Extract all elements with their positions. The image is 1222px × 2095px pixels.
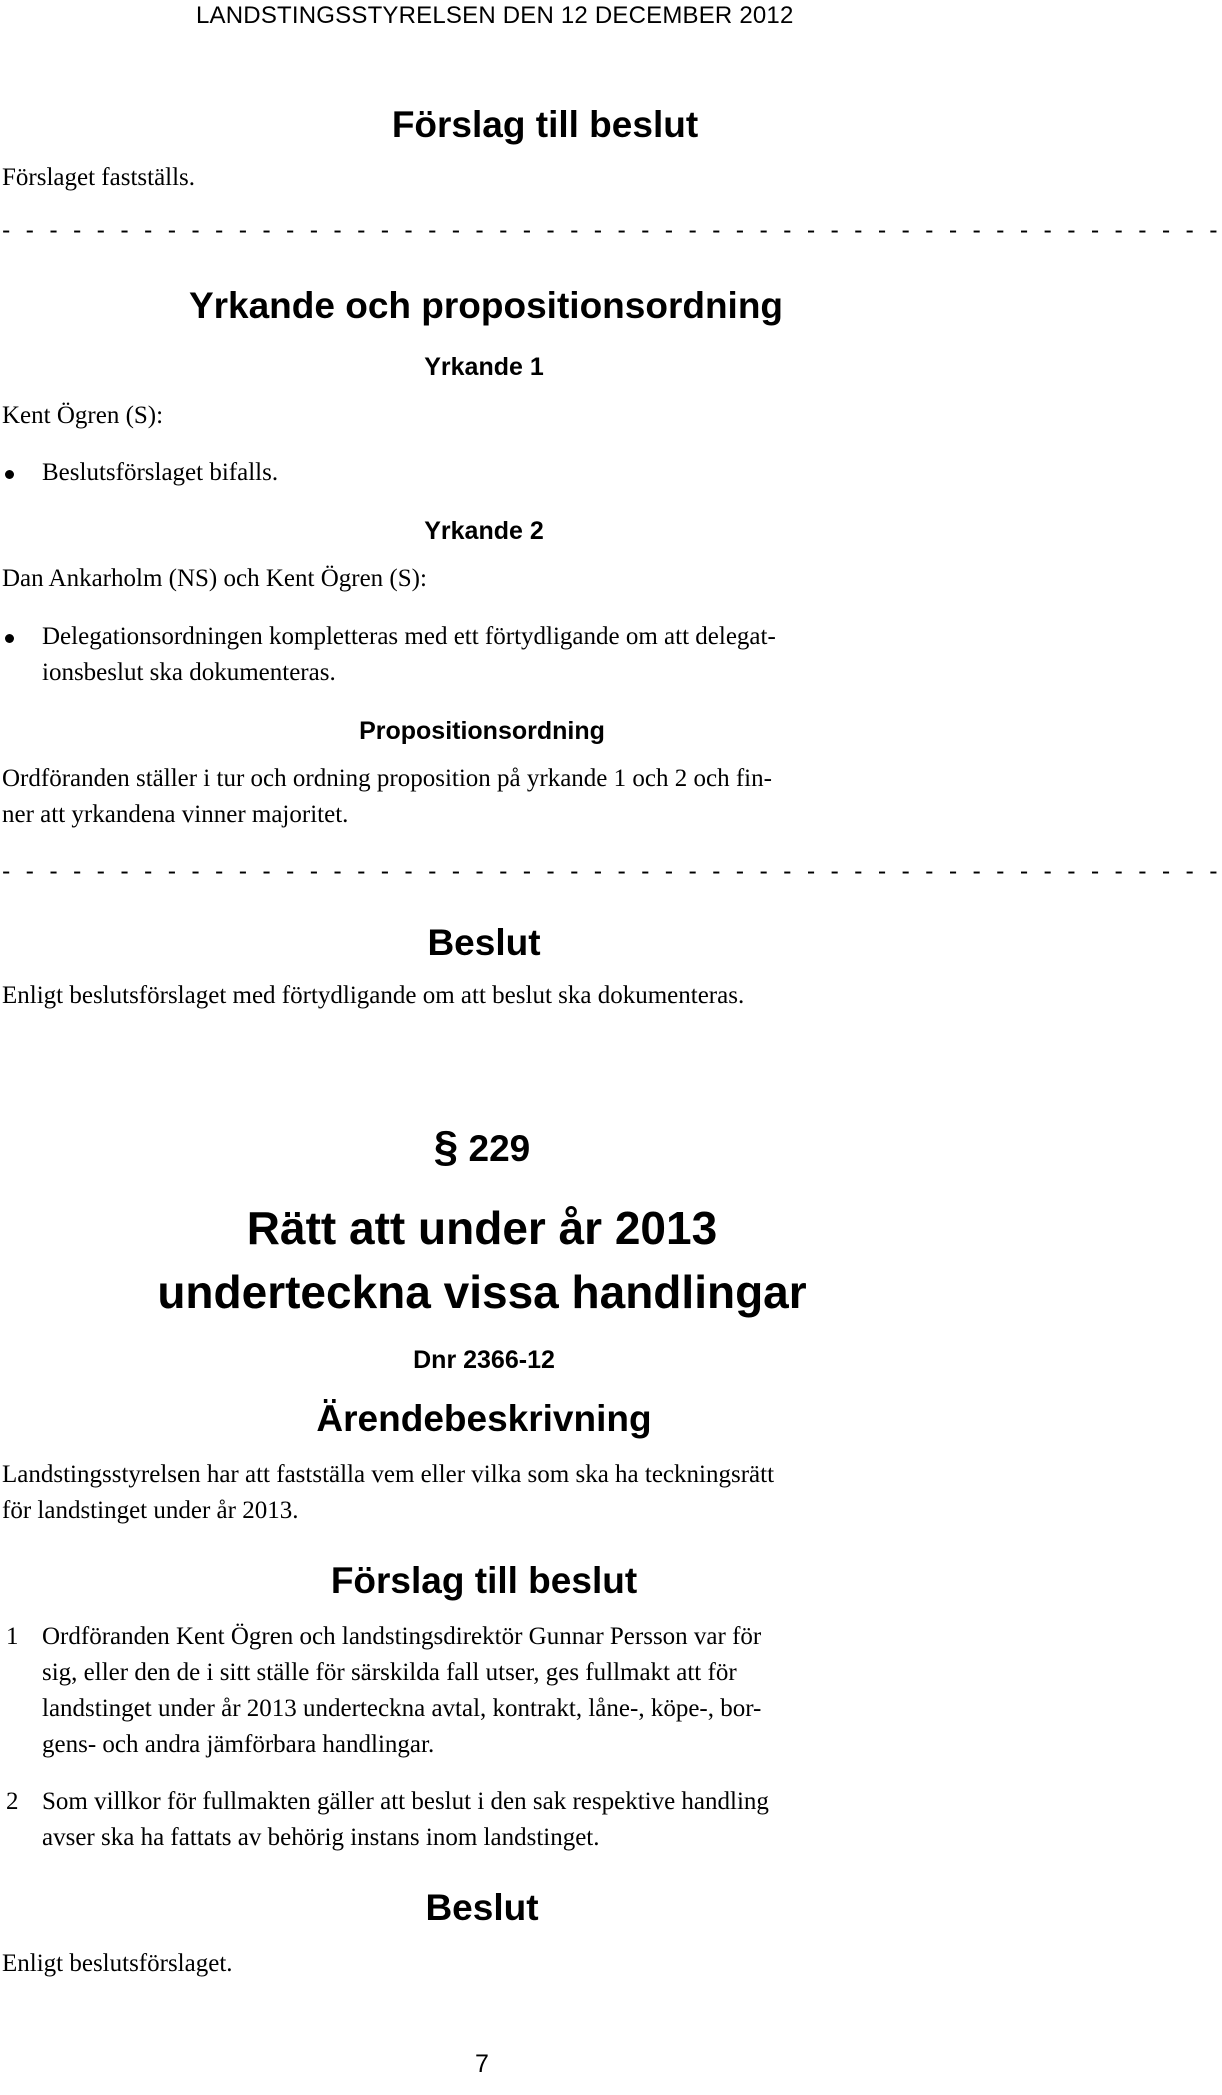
paragraph-symbol: § bbox=[433, 1122, 459, 1171]
text-line: Ordföranden Kent Ögren och landstingsdirektör Gunnar Persson var för bbox=[42, 1623, 762, 1650]
text-line: gens- och andra jämförbara handlingar. bbox=[42, 1731, 435, 1758]
text-line: landstinget under år 2013 underteckna avtal, kontrakt, låne-, köpe-, bor- bbox=[42, 1695, 762, 1722]
text-line: Landstingsstyrelsen har att fastställa vem eller vilka som ska ha teckningsrätt bbox=[2, 1461, 775, 1488]
yrkande1-bullet-text: Beslutsförslaget bifalls. bbox=[42, 459, 279, 486]
forslag-text: Förslaget fastställs. bbox=[2, 164, 196, 191]
bullet-icon bbox=[5, 634, 14, 643]
text-line: ionsbeslut ska dokumenteras. bbox=[42, 659, 336, 686]
dnr: Dnr 2366-12 bbox=[413, 1346, 555, 1374]
forslag-heading: Förslag till beslut bbox=[330, 1560, 638, 1601]
beslut-heading: Beslut bbox=[425, 1887, 539, 1928]
text-line: för landstinget under år 2013. bbox=[2, 1497, 299, 1524]
bullet-icon bbox=[5, 470, 14, 479]
propositionsordning-text bbox=[2, 761, 772, 833]
paragraph-number bbox=[2, 1122, 962, 1172]
arende-text bbox=[2, 1457, 774, 1529]
text-line: Som villkor för fullmakten gäller att beslut i den sak respektive handling bbox=[42, 1788, 769, 1815]
list-number: 1 bbox=[6, 1623, 19, 1650]
text-line: Delegationsordningen kompletteras med ett förtydligande om att delegat- bbox=[42, 623, 776, 650]
forslag-heading: Förslag till beslut bbox=[391, 104, 699, 145]
list-item bbox=[42, 1784, 769, 1856]
yrkande2-speaker: Dan Ankarholm (NS) och Kent Ögren (S): bbox=[2, 565, 427, 592]
divider: - - - - - - - - - - - - - - - - - - - - - - - - - - - - - - - - - - - - - - - - - - - - - - - - - - - - bbox=[2, 857, 1222, 885]
paragraph-number-value: 229 bbox=[468, 1128, 531, 1169]
yrkande1-title: Yrkande 1 bbox=[424, 353, 544, 381]
beslut-heading: Beslut bbox=[427, 922, 541, 963]
propositionsordning-title: Propositionsordning bbox=[359, 717, 605, 745]
yrkande2-bullet-text bbox=[42, 619, 776, 691]
text-line: avser ska ha fattats av behörig instans inom landstinget. bbox=[42, 1824, 600, 1851]
text-line: Ordföranden ställer i tur och ordning proposition på yrkande 1 och 2 och fin- bbox=[2, 765, 772, 792]
beslut-text: Enligt beslutsförslaget med förtydligande om att beslut ska dokumenteras. bbox=[2, 982, 745, 1009]
list-item bbox=[42, 1619, 761, 1763]
text-line: sig, eller den de i sitt ställe för särskilda fall utser, ges fullmakt att för bbox=[42, 1659, 737, 1686]
text-line: ner att yrkandena vinner majoritet. bbox=[2, 801, 349, 828]
page-number: 7 bbox=[475, 2050, 489, 2078]
yrkande1-speaker: Kent Ögren (S): bbox=[2, 402, 164, 429]
list-number: 2 bbox=[6, 1788, 19, 1815]
arende-heading: Ärendebeskrivning bbox=[316, 1398, 652, 1439]
document-title-line2: underteckna vissa handlingar bbox=[157, 1266, 807, 1318]
divider: - - - - - - - - - - - - - - - - - - - - - - - - - - - - - - - - - - - - - - - - - - - - - - - - - - - - bbox=[2, 216, 1222, 244]
document-title-line1: Rätt att under år 2013 bbox=[246, 1202, 718, 1254]
yrkande-heading: Yrkande och propositionsordning bbox=[188, 285, 784, 326]
page-header: LANDSTINGSSTYRELSEN DEN 12 DECEMBER 2012 bbox=[196, 2, 794, 29]
beslut-text: Enligt beslutsförslaget. bbox=[2, 1950, 233, 1977]
yrkande2-title: Yrkande 2 bbox=[424, 517, 544, 545]
